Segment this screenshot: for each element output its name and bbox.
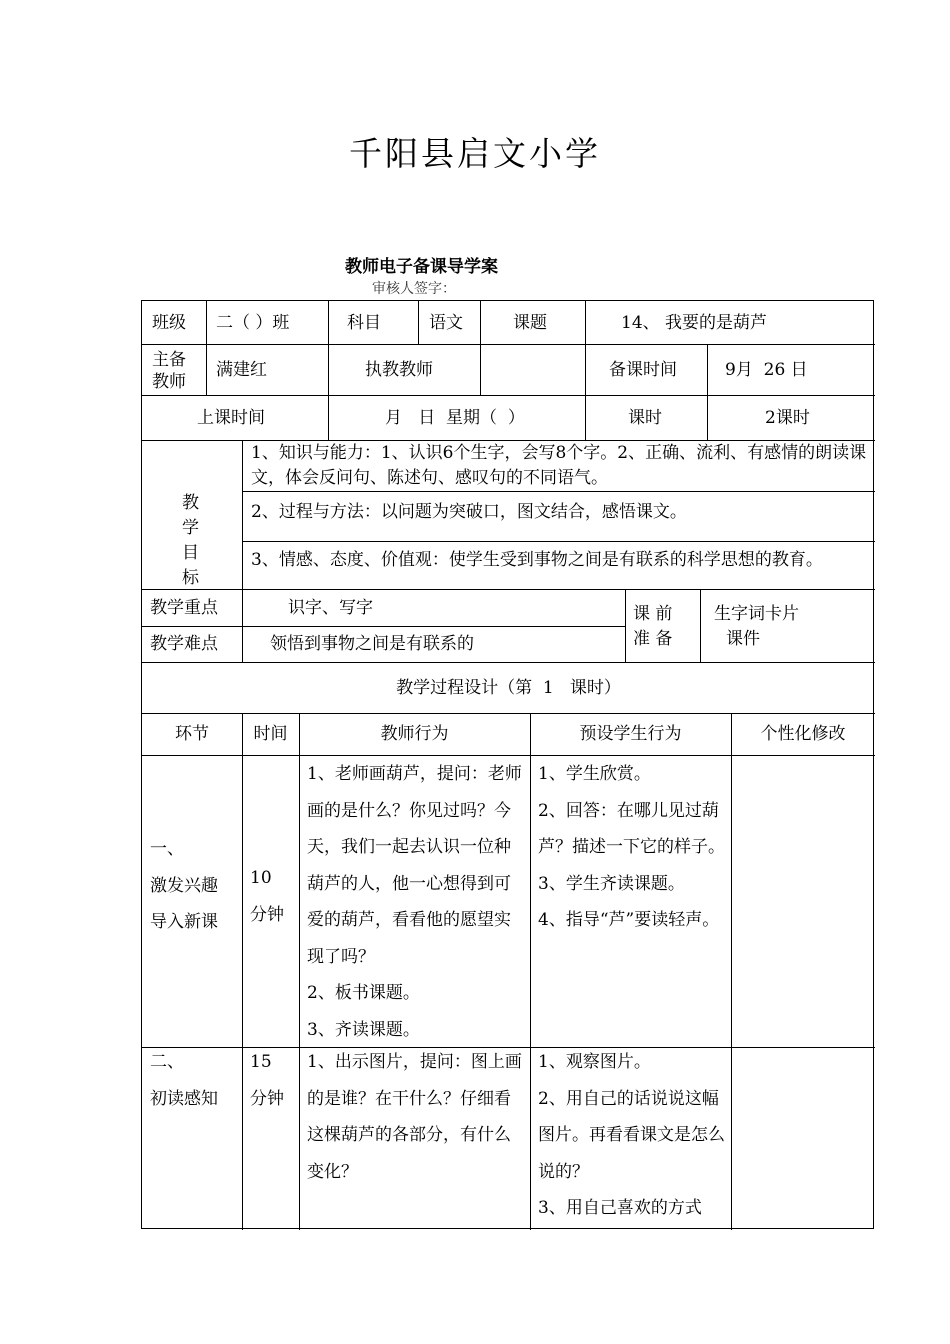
goals-label-char: 目 bbox=[182, 543, 199, 563]
step-teacher-action: 1、出示图片，提问：图上画的是谁？在干什么？仔细看这棵葫芦的各部分，有什么变化？ bbox=[307, 1052, 522, 1182]
class-label: 班级 bbox=[152, 313, 186, 333]
row-divider bbox=[142, 713, 875, 714]
step-student-action: 1、观察图片。 2、用自己的话说说这幅图片。再看看课文是怎么说的？ 3、用自己喜欢的方式 bbox=[538, 1052, 725, 1218]
key-point-value: 识字、写字 bbox=[288, 598, 373, 618]
prep-value: 课件 bbox=[726, 629, 760, 649]
col-divider bbox=[206, 301, 207, 344]
class-value: 二（ ）班 bbox=[216, 313, 290, 333]
header-student-action: 预设学生行为 bbox=[579, 724, 682, 744]
step-teacher-action: 1、老师画葫芦，提问：老师画的是什么？你见过吗？今天，我们一起去认识一位种葫芦的人，他一心想得到可爱的葫芦，看看他的愿望实现了吗？ 2、板书课题。 3、齐读课题。 bbox=[307, 764, 522, 1040]
prep-time-value: 9月 26 日 bbox=[725, 360, 808, 380]
col-divider bbox=[700, 589, 701, 662]
col-divider bbox=[206, 344, 207, 395]
lesson-plan-table bbox=[141, 300, 874, 1229]
goal-process: 2、过程与方法：以问题为突破口，图文结合，感悟课文。 bbox=[251, 502, 687, 522]
goals-label-char: 学 bbox=[182, 518, 199, 538]
col-divider bbox=[530, 713, 531, 1230]
difficult-point-label: 教学难点 bbox=[150, 634, 218, 654]
prep-label: 准 备 bbox=[633, 629, 673, 649]
hours-label: 课时 bbox=[628, 408, 662, 428]
topic-label: 课题 bbox=[513, 313, 547, 333]
teaching-teacher-label: 执教教师 bbox=[365, 360, 433, 380]
row-divider bbox=[142, 344, 875, 345]
prep-label: 课 前 bbox=[633, 604, 673, 624]
step-time: 10 分钟 bbox=[250, 868, 284, 925]
col-divider bbox=[585, 301, 586, 440]
col-divider bbox=[328, 301, 329, 440]
row-divider bbox=[142, 626, 625, 627]
step-time: 15 分钟 bbox=[250, 1052, 284, 1109]
col-divider bbox=[242, 440, 243, 662]
main-teacher-value: 满建红 bbox=[216, 360, 267, 380]
topic-value: 14、 我要的是葫芦 bbox=[621, 313, 768, 333]
col-divider bbox=[480, 301, 481, 395]
col-divider bbox=[731, 713, 732, 1230]
step-stage: 一、 激发兴趣 导入新课 bbox=[150, 839, 218, 932]
col-divider bbox=[299, 713, 300, 1230]
goals-label-char: 标 bbox=[182, 568, 199, 588]
row-divider bbox=[142, 662, 875, 663]
row-divider bbox=[242, 541, 875, 542]
reviewer-signature-label: 审核人签字： bbox=[372, 281, 456, 297]
doc-title: 教师电子备课导学案 bbox=[345, 257, 498, 277]
class-time-label: 上课时间 bbox=[197, 408, 265, 428]
main-teacher-label: 主备 教师 bbox=[152, 350, 186, 392]
class-time-value: 月 日 星期（ ） bbox=[385, 408, 525, 428]
subject-label: 科目 bbox=[347, 313, 381, 333]
goals-label-char: 教 bbox=[182, 493, 199, 513]
header-time: 时间 bbox=[253, 724, 288, 744]
goals-label bbox=[182, 491, 199, 591]
row-divider bbox=[142, 589, 875, 590]
subject-value: 语文 bbox=[429, 313, 463, 333]
hours-value: 2课时 bbox=[765, 408, 810, 428]
goal-knowledge: 1、知识与能力：1、认识6个生字，会写8个字。2、正确、流利、有感情的朗读课文，体会反问句、陈述句、感叹句的不同语气。 bbox=[251, 443, 867, 488]
school-name: 千阳县启文小学 bbox=[349, 134, 601, 173]
step-stage: 二、 初读感知 bbox=[150, 1052, 218, 1109]
process-title: 教学过程设计（第 1 课时） bbox=[396, 678, 621, 698]
key-point-label: 教学重点 bbox=[150, 598, 218, 618]
header-teacher-action: 教师行为 bbox=[380, 724, 449, 744]
col-divider bbox=[707, 344, 708, 440]
step-student-action: 1、学生欣赏。 2、回答：在哪儿见过葫芦？描述一下它的样子。 3、学生齐读课题。 4、指导“芦”要读轻声。 bbox=[538, 764, 725, 930]
header-stage: 环节 bbox=[175, 724, 209, 744]
col-divider bbox=[625, 589, 626, 662]
prep-time-label: 备课时间 bbox=[609, 360, 677, 380]
row-divider bbox=[242, 491, 875, 492]
header-personal-edit: 个性化修改 bbox=[760, 724, 846, 744]
col-divider bbox=[242, 713, 243, 1230]
goal-emotion: 3、情感、态度、价值观：使学生受到事物之间是有联系的科学思想的教育。 bbox=[251, 550, 823, 570]
difficult-point-value: 领悟到事物之间是有联系的 bbox=[270, 634, 474, 654]
col-divider bbox=[418, 301, 419, 344]
row-divider bbox=[142, 395, 875, 396]
prep-value: 生字词卡片 bbox=[714, 604, 799, 624]
